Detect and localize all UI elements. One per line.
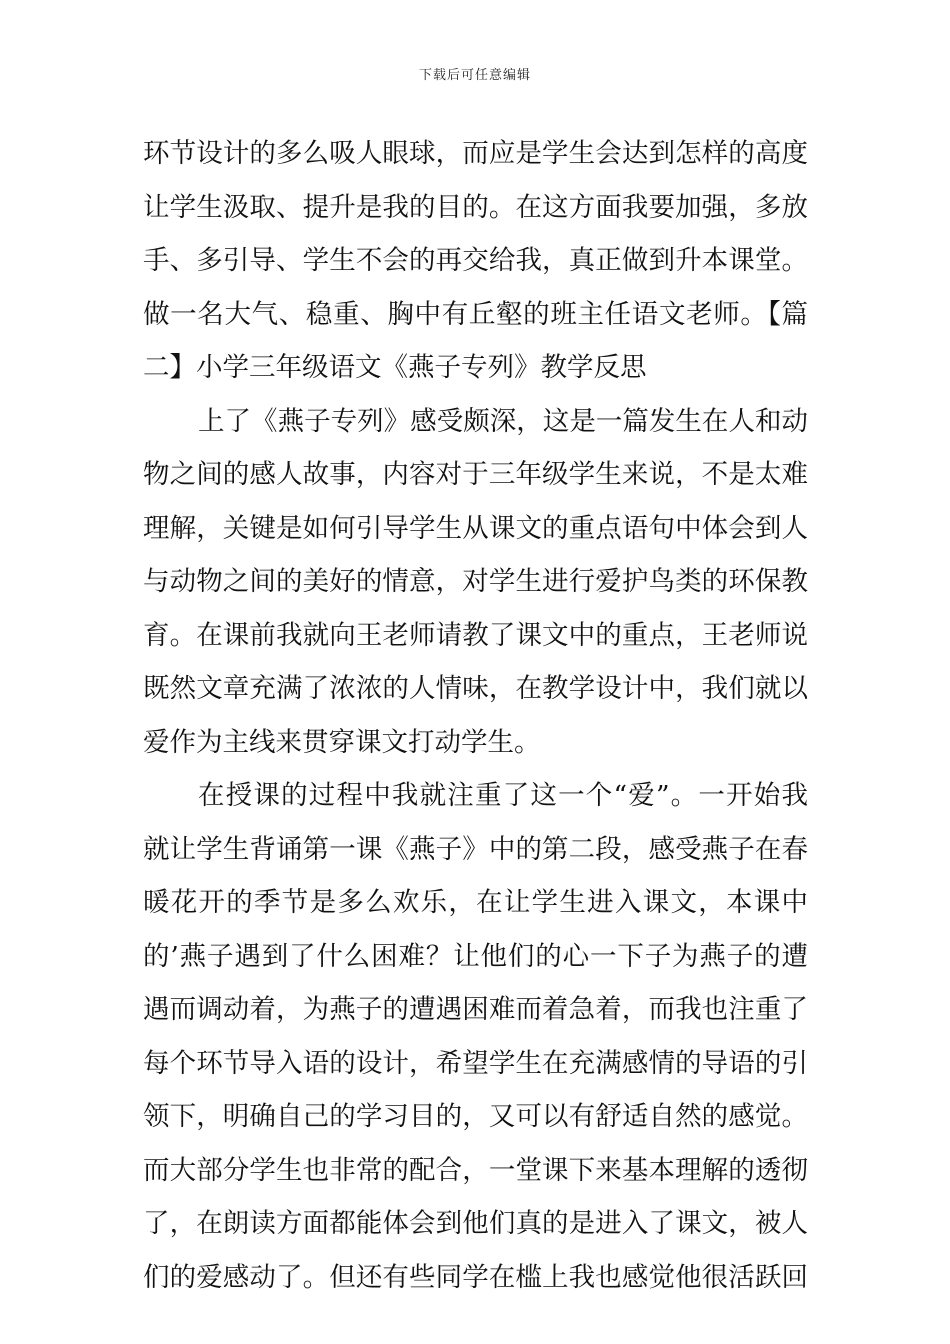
section-heading-line: 二】小学三年级语文《燕子专列》教学反思 — [143, 352, 647, 383]
text-line: 环节设计的多么吸人眼球，而应是学生会达到怎样的高度 — [143, 138, 808, 169]
text-line: 既然文章充满了浓浓的人情味，在教学设计中，我们就以 — [143, 673, 808, 704]
text-line: 每个环节导入语的设计，希望学生在充满感情的导语的引 — [143, 1047, 808, 1079]
paragraph-first-line: 在授课的过程中我就注重了这一个“爱”。一开始我 — [198, 780, 808, 811]
page-header: 下载后可任意编辑 — [418, 68, 531, 83]
text-line: 的’燕子遇到了什么困难？让他们的心一下子为燕子的遭 — [143, 940, 808, 972]
text-line: 物之间的感人故事，内容对于三年级学生来说，不是太难 — [143, 459, 808, 490]
text-line: 与动物之间的美好的情意，对学生进行爱护鸟类的环保教 — [143, 566, 808, 597]
text-line: 做一名大气、稳重、胸中有丘壑的班主任语文老师。【篇 — [143, 298, 808, 330]
text-line: 领下，明确自己的学习目的，又可以有舒适自然的感觉。 — [143, 1101, 808, 1132]
text-line: 而大部分学生也非常的配合，一堂课下来基本理解的透彻 — [143, 1154, 808, 1186]
text-line: 让学生汲取、提升是我的目的。在这方面我要加强，多放 — [143, 191, 808, 223]
text-line: 遇而调动着，为燕子的遭遇困难而着急着，而我也注重了 — [143, 994, 808, 1025]
paragraph-last-line: 爱作为主线来贯穿课文打动学生。 — [143, 726, 541, 758]
text-line: 育。在课前我就向王老师请教了课文中的重点，王老师说 — [143, 619, 808, 651]
text-line: 们的爱感动了。但还有些同学在槛上我也感觉他很活跃回 — [143, 1261, 808, 1293]
text-line: 了，在朗读方面都能体会到他们真的是进入了课文，被人 — [143, 1208, 808, 1239]
text-line: 暖花开的季节是多么欢乐，在让学生进入课文，本课中 — [143, 887, 808, 918]
document-body — [143, 127, 808, 1304]
text-line: 理解，关键是如何引导学生从课文的重点语句中体会到人 — [143, 512, 808, 544]
text-line: 手、多引导、学生不会的再交给我，真正做到升本课堂。 — [143, 245, 808, 276]
text-line: 就让学生背诵第一课《燕子》中的第二段，感受燕子在春 — [143, 833, 808, 865]
paragraph-first-line: 上了《燕子专列》感受颇深，这是一篇发生在人和动 — [198, 405, 808, 437]
